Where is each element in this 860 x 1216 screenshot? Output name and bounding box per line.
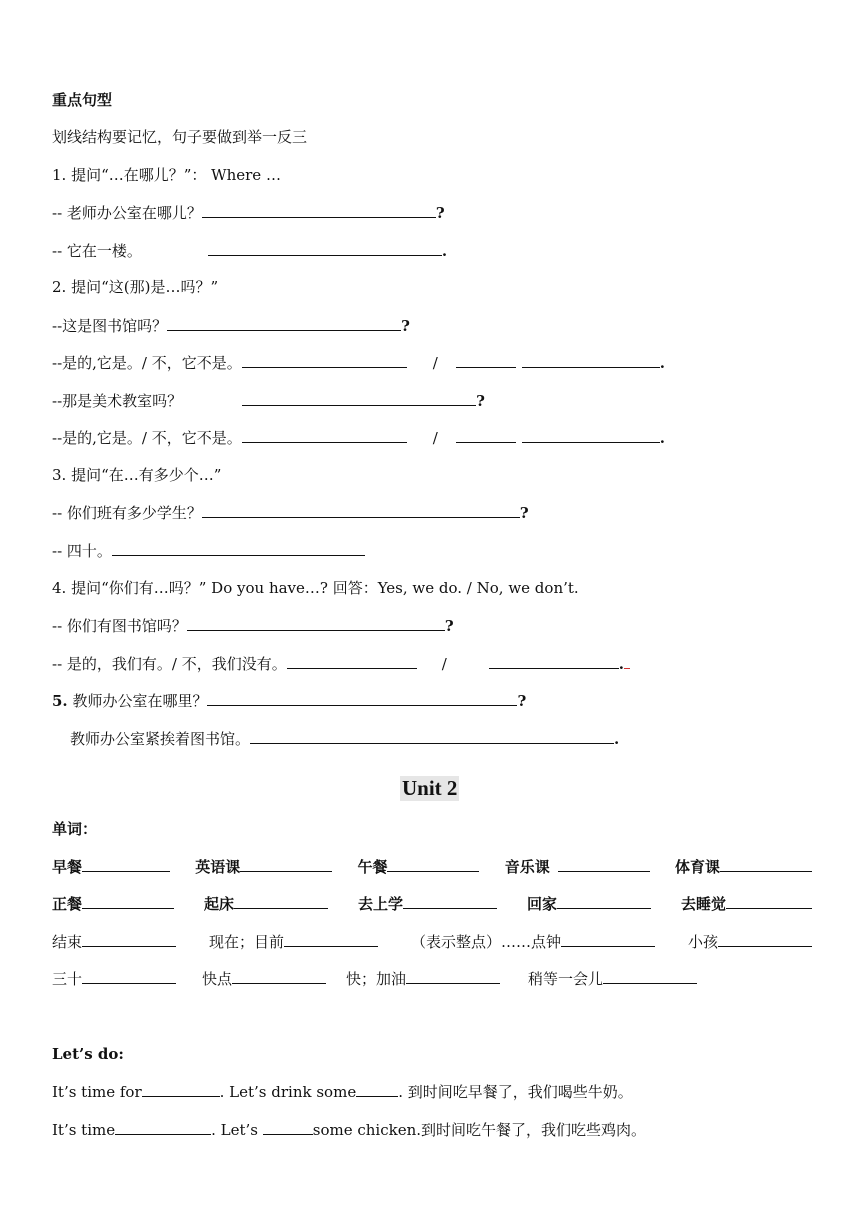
answer-blank[interactable] xyxy=(557,892,651,909)
word-item xyxy=(681,892,812,914)
unit-title: Unit 2 xyxy=(402,776,458,800)
answer-blank-yes[interactable] xyxy=(242,351,407,368)
sentence-text: It’s time xyxy=(52,1121,116,1139)
word-item xyxy=(358,892,497,914)
lets-do-line-2 xyxy=(52,1118,820,1140)
answer-blank[interactable] xyxy=(263,1118,313,1135)
answer-blank[interactable] xyxy=(208,239,442,256)
slash: / xyxy=(432,429,438,447)
answer-blank[interactable] xyxy=(82,855,170,872)
sentence-text: . Let’s drink some xyxy=(219,1083,357,1101)
punct: ? xyxy=(444,617,454,635)
answer-blank[interactable] xyxy=(82,892,174,909)
punct: . xyxy=(441,242,448,260)
question-2-title: 2. 提问“这(那)是…吗？” xyxy=(52,278,219,296)
word-item xyxy=(52,855,170,877)
answer-blank[interactable] xyxy=(356,1080,398,1097)
lets-do-line-1 xyxy=(52,1080,820,1102)
word-label: 早餐 xyxy=(52,858,83,876)
question-2-prompt-d xyxy=(52,426,820,448)
punct: ? xyxy=(435,204,445,222)
question-2-prompt-b xyxy=(52,351,820,373)
answer-blank[interactable] xyxy=(284,930,378,947)
word-row-4 xyxy=(52,967,820,989)
lets-do-heading: Let’s do: xyxy=(52,1045,124,1063)
prompt-text: --是的,它是。/ 不，它不是。 xyxy=(52,429,242,447)
question-4-prompt-b xyxy=(52,652,820,674)
question-4-prompt-a xyxy=(52,614,820,636)
word-label: （表示整点）……点钟 xyxy=(410,933,561,951)
word-item xyxy=(357,855,479,877)
red-underline-mark xyxy=(624,654,630,669)
prompt-text: 教师办公室紧挨着图书馆。 xyxy=(70,730,251,748)
answer-blank[interactable] xyxy=(115,1118,211,1135)
word-label: 回家 xyxy=(526,895,557,913)
prompt-text: -- 它在一楼。 xyxy=(52,242,142,260)
word-item xyxy=(505,855,650,877)
question-3-prompt-a xyxy=(52,501,820,523)
word-label: 音乐课 xyxy=(504,858,550,876)
answer-blank[interactable] xyxy=(558,855,650,872)
prompt-text: --这是图书馆吗？ xyxy=(52,317,168,335)
answer-blank[interactable] xyxy=(167,314,401,331)
word-label: 体育课 xyxy=(674,858,720,876)
prompt-text: -- 四十。 xyxy=(52,542,112,560)
sentence-text: . 到时间吃早餐了，我们喝些牛奶。 xyxy=(398,1083,633,1101)
punct: . xyxy=(659,354,666,372)
punct: ? xyxy=(517,692,527,710)
answer-blank[interactable] xyxy=(82,930,176,947)
word-item xyxy=(527,892,651,914)
answer-blank[interactable] xyxy=(187,614,445,631)
sentence-text: It’s time for xyxy=(52,1083,142,1101)
words-heading: 单词： xyxy=(52,820,98,838)
word-label: 去上学 xyxy=(357,895,403,913)
question-number: 5. xyxy=(52,692,68,710)
question-3-prompt-b xyxy=(52,539,820,561)
question-2-prompt-c xyxy=(52,389,820,411)
prompt-text: -- 是的，我们有。/ 不，我们没有。 xyxy=(52,655,287,673)
question-3-title: 3. 提问“在…有多少个…” xyxy=(52,466,222,484)
question-2-prompt-a xyxy=(52,314,820,336)
slash: / xyxy=(441,655,447,673)
word-label: 英语课 xyxy=(195,858,241,876)
slash: / xyxy=(432,354,438,372)
word-label: 去睡觉 xyxy=(680,895,726,913)
word-item xyxy=(52,930,176,952)
prompt-text: -- 老师办公室在哪儿？ xyxy=(52,204,202,222)
sentence-text: . Let’s xyxy=(211,1121,263,1139)
word-item xyxy=(688,930,812,952)
question-4-title: 4. 提问“你们有…吗？” Do you have…? 回答：Yes, we do. / No, we don’t. xyxy=(52,579,579,597)
word-item xyxy=(52,892,174,914)
punct: . xyxy=(659,429,666,447)
answer-blank[interactable] xyxy=(387,855,479,872)
question-1-title: 1. 提问“…在哪儿？”： Where … xyxy=(52,166,281,184)
word-item xyxy=(411,930,655,952)
prompt-text: -- 你们有图书馆吗？ xyxy=(52,617,187,635)
answer-blank-no-1[interactable] xyxy=(456,426,516,443)
word-label: 快点 xyxy=(202,970,233,988)
answer-blank[interactable] xyxy=(406,967,500,984)
answer-blank[interactable] xyxy=(234,892,328,909)
answer-blank[interactable] xyxy=(561,930,655,947)
prompt-text: -- 你们班有多少学生？ xyxy=(52,504,202,522)
word-item xyxy=(675,855,812,877)
answer-blank[interactable] xyxy=(240,855,332,872)
prompt-text: --那是美术教室吗？ xyxy=(52,392,183,410)
punct: ? xyxy=(519,504,529,522)
word-item xyxy=(204,892,328,914)
word-row-3 xyxy=(52,930,812,952)
punct: . xyxy=(618,655,625,673)
answer-blank[interactable] xyxy=(403,892,497,909)
answer-blank[interactable] xyxy=(232,967,326,984)
word-label: 午餐 xyxy=(357,858,388,876)
word-label: 快；加油 xyxy=(346,970,407,988)
prompt-text: 教师办公室在哪里？ xyxy=(67,692,208,710)
answer-blank[interactable] xyxy=(250,727,614,744)
answer-blank[interactable] xyxy=(207,689,517,706)
answer-blank[interactable] xyxy=(718,930,812,947)
punct: ? xyxy=(401,317,410,335)
answer-blank[interactable] xyxy=(202,201,436,218)
section-heading: 重点句型 xyxy=(52,91,113,109)
answer-blank-no[interactable] xyxy=(489,652,619,669)
answer-blank[interactable] xyxy=(82,967,176,984)
word-label: 结束 xyxy=(52,933,83,951)
answer-blank-no-2[interactable] xyxy=(522,351,660,368)
word-label: 稍等一会儿 xyxy=(528,970,604,988)
word-label: 现在；目前 xyxy=(208,933,284,951)
punct: . xyxy=(614,730,620,748)
answer-blank[interactable] xyxy=(112,539,365,556)
answer-blank[interactable] xyxy=(726,892,812,909)
section-intro: 划线结构要记忆，句子要做到举一反三 xyxy=(52,128,308,146)
answer-blank[interactable] xyxy=(242,389,476,406)
sentence-text: some chicken.到时间吃午餐了，我们吃些鸡肉。 xyxy=(312,1121,647,1139)
answer-blank[interactable] xyxy=(720,855,812,872)
word-label: 小孩 xyxy=(687,933,718,951)
punct: ? xyxy=(476,392,485,410)
prompt-text: --是的,它是。/ 不，它不是。 xyxy=(52,354,242,372)
answer-blank-yes[interactable] xyxy=(242,426,407,443)
answer-blank-yes[interactable] xyxy=(287,652,417,669)
word-label: 起床 xyxy=(203,895,234,913)
answer-blank[interactable] xyxy=(603,967,697,984)
question-5-prompt-a xyxy=(52,689,820,711)
word-item xyxy=(195,855,332,877)
word-item xyxy=(209,930,378,952)
question-1-prompt-b xyxy=(52,239,820,261)
word-row-1 xyxy=(52,855,812,877)
word-label: 三十 xyxy=(52,970,83,988)
question-5-prompt-b xyxy=(70,727,820,749)
answer-blank-no-1[interactable] xyxy=(456,351,516,368)
question-1-prompt-a xyxy=(52,201,820,223)
answer-blank-no-2[interactable] xyxy=(522,426,660,443)
word-label: 正餐 xyxy=(52,895,83,913)
answer-blank[interactable] xyxy=(202,501,520,518)
answer-blank[interactable] xyxy=(142,1080,220,1097)
word-row-2 xyxy=(52,892,812,914)
